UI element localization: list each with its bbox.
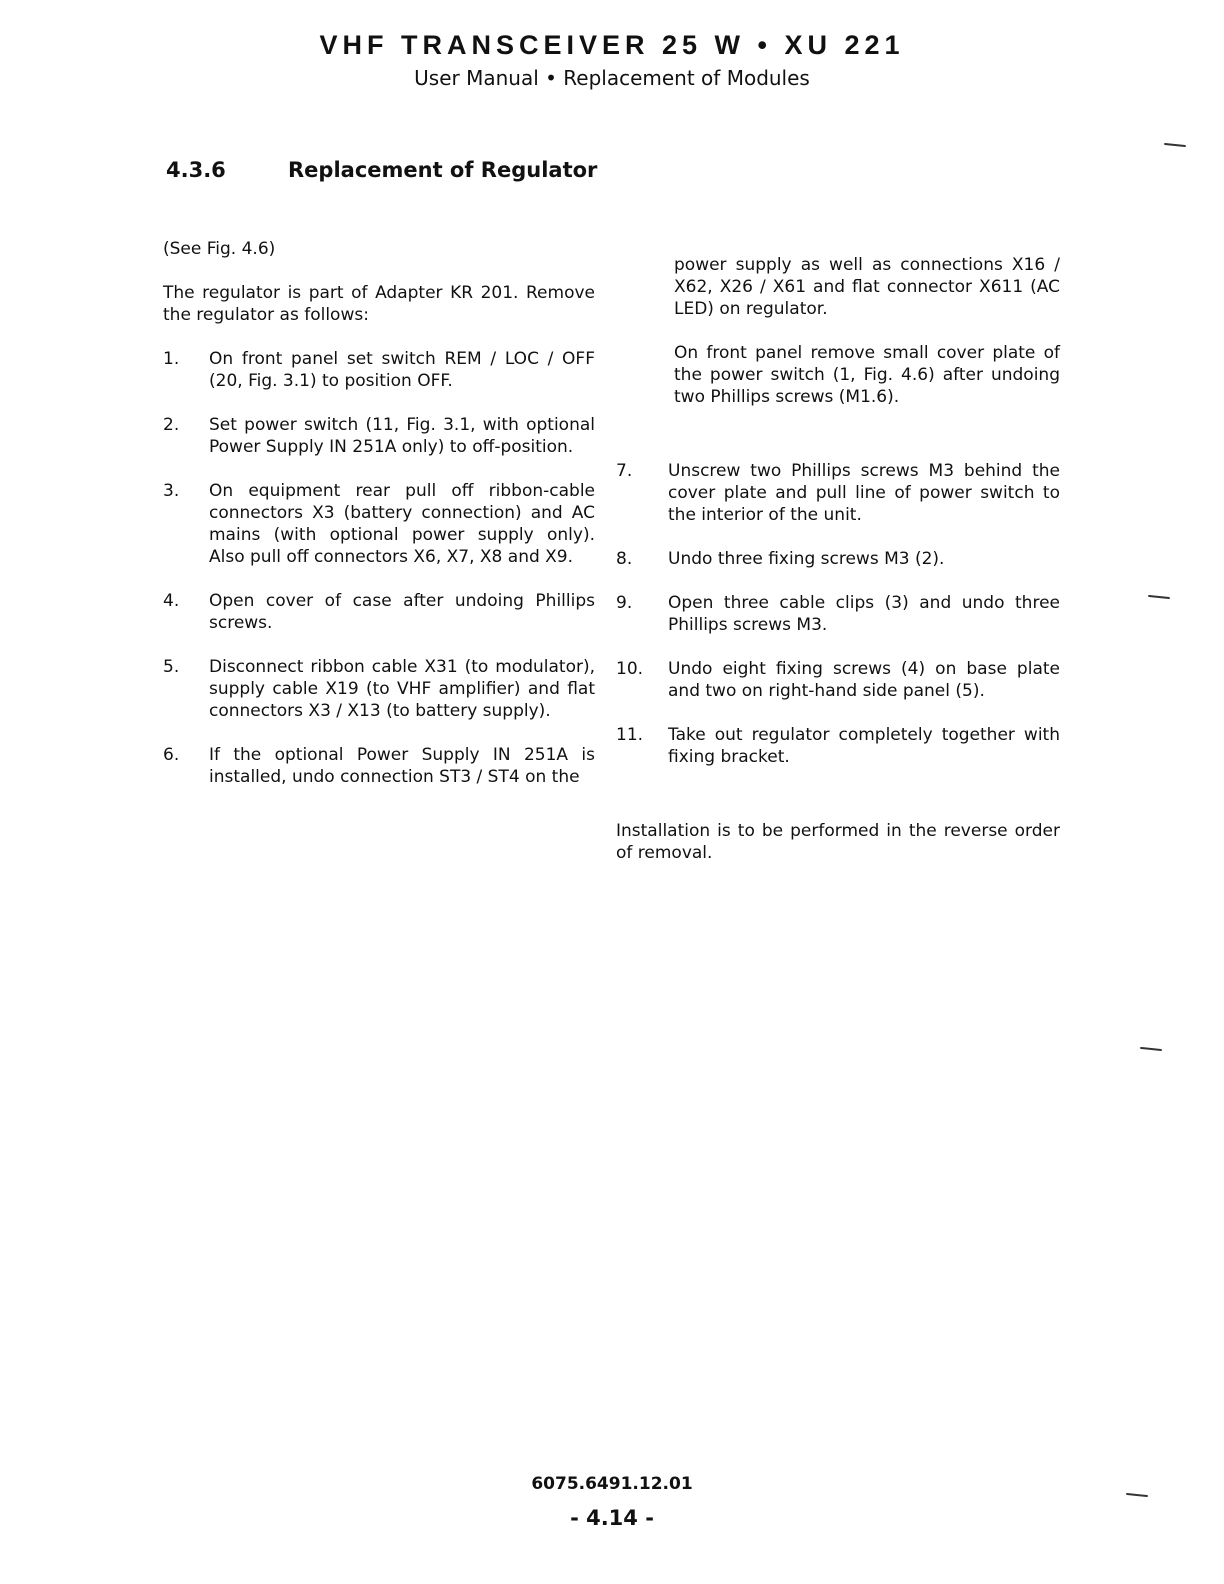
step-item — [163, 414, 595, 458]
document-subtitle: User Manual • Replacement of Modules — [414, 66, 810, 90]
front-panel-note: On front panel remove small cover plate of the power switch (1, Fig. 4.6) after undoing two Phillips screws (M1.6). — [674, 343, 1060, 407]
step-text: If the optional Power Supply IN 251A is installed, undo connection ST3 / ST4 on the — [209, 745, 595, 787]
step-number: 1. — [163, 349, 180, 369]
page-header — [0, 28, 1224, 92]
document-title: VHF TRANSCEIVER 25 W • XU 221 — [319, 30, 905, 60]
section-title: Replacement of Regulator — [288, 158, 598, 182]
step-item — [616, 592, 1060, 636]
left-column — [163, 238, 595, 810]
step-item — [163, 590, 595, 634]
intro-paragraph: The regulator is part of Adapter KR 201. Remove the regulator as follows: — [163, 283, 595, 325]
step-item — [616, 724, 1060, 768]
document-number: 6075.6491.12.01 — [531, 1474, 693, 1494]
step-number: 9. — [616, 593, 633, 613]
section-heading — [166, 158, 597, 182]
step-number: 2. — [163, 415, 180, 435]
step-item — [163, 480, 595, 568]
step-item — [616, 658, 1060, 702]
see-figure-note: (See Fig. 4.6) — [163, 239, 276, 259]
step-item — [163, 656, 595, 722]
spacer — [616, 430, 1060, 460]
step-item — [163, 744, 595, 788]
step-number: 4. — [163, 591, 180, 611]
step-text: Undo three fixing screws M3 (2). — [668, 549, 945, 569]
installation-note: Installation is to be performed in the reverse order of removal. — [616, 821, 1060, 863]
step-text: Take out regulator completely together with fixing bracket. — [668, 725, 1060, 767]
step-item — [163, 348, 595, 392]
scan-mark — [1164, 143, 1186, 147]
step-text: Open cover of case after undoing Phillips screws. — [209, 591, 595, 633]
step-number: 3. — [163, 481, 180, 501]
step-6-continuation: power supply as well as connections X16 / X62, X26 / X61 and flat connector X611 (AC LED) on regulator. — [674, 255, 1060, 319]
step-text: Unscrew two Phillips screws M3 behind the cover plate and pull line of power switch to the interior of the unit. — [668, 461, 1060, 525]
step-number: 10. — [616, 659, 644, 679]
step-number: 7. — [616, 461, 633, 481]
scan-mark — [1148, 595, 1170, 599]
step-number: 5. — [163, 657, 180, 677]
step-text: Set power switch (11, Fig. 3.1, with optional Power Supply IN 251A only) to off-position. — [209, 415, 595, 457]
step-item — [616, 548, 1060, 570]
step-text: On front panel set switch REM / LOC / OFF (20, Fig. 3.1) to position OFF. — [209, 349, 595, 391]
section-number: 4.3.6 — [166, 158, 226, 182]
step-item — [616, 460, 1060, 526]
step-text: Open three cable clips (3) and undo three Phillips screws M3. — [668, 593, 1060, 635]
page-number: - 4.14 - — [570, 1506, 654, 1530]
step-number: 11. — [616, 725, 644, 745]
step-number: 6. — [163, 745, 180, 765]
step-text: Undo eight fixing screws (4) on base plate and two on right-hand side panel (5). — [668, 659, 1060, 701]
step-number: 8. — [616, 549, 633, 569]
spacer — [616, 790, 1060, 820]
scan-mark — [1140, 1047, 1162, 1051]
step-text: Disconnect ribbon cable X31 (to modulator), supply cable X19 (to VHF amplifier) and flat connectors X3 / X13 (to battery supply). — [209, 657, 595, 721]
step-text: On equipment rear pull off ribbon-cable connectors X3 (battery connection) and AC mains (with optional power supply only). Also pull off connectors X6, X7, X8 and X9. — [209, 481, 595, 567]
right-column — [616, 254, 1060, 886]
